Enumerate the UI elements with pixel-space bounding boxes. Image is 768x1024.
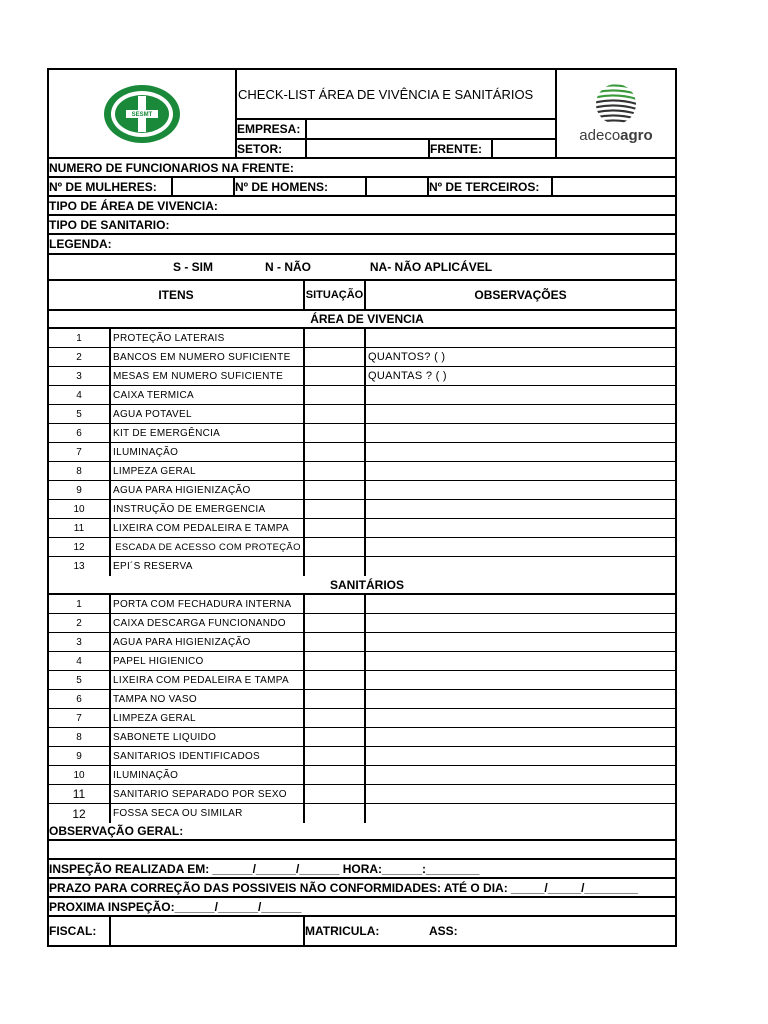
- table-header-row: [49, 281, 675, 311]
- item-label: ILUMINAÇÃO: [111, 443, 305, 461]
- item-number: 5: [49, 671, 111, 689]
- observacao-field[interactable]: [366, 557, 675, 576]
- observacao-geral-field[interactable]: [49, 841, 675, 860]
- sesmt-logo: [49, 70, 237, 157]
- item-label: AGUA PARA HIGIENIZAÇÃO: [111, 481, 305, 499]
- setor-row: [237, 140, 555, 157]
- prazo-row: [49, 879, 675, 898]
- item-number: 1: [49, 329, 111, 347]
- tipo-sanitario-label: TIPO DE SANITARIO:: [49, 217, 170, 232]
- item-label: CAIXA TERMICA: [111, 386, 305, 404]
- sanitarios-section-title-row: [49, 576, 675, 595]
- situacao-field[interactable]: [305, 804, 366, 823]
- observacao-geral-row: [49, 823, 675, 841]
- item-number: 10: [49, 500, 111, 518]
- sanitarios-item-row: [49, 785, 675, 804]
- item-label: INSTRUÇÃO DE EMERGENCIA: [111, 500, 305, 518]
- legend-nao: N - NÃO: [265, 260, 311, 274]
- situacao-field[interactable]: [305, 462, 366, 480]
- sanitarios-item-row: [49, 709, 675, 728]
- area-item-row: [49, 386, 675, 405]
- area-item-row: [49, 500, 675, 519]
- funcionarios-row: [49, 159, 675, 178]
- item-label: FOSSA SECA OU SIMILAR: [111, 804, 305, 823]
- sanitarios-section-title: SANITÁRIOS: [329, 577, 404, 592]
- observacao-field[interactable]: [366, 386, 675, 404]
- situacao-field[interactable]: [305, 443, 366, 461]
- area-item-row: [49, 329, 675, 348]
- sanitarios-item-row: [49, 595, 675, 614]
- item-label: LIXEIRA COM PEDALEIRA E TAMPA: [111, 671, 305, 689]
- item-number: 6: [49, 424, 111, 442]
- area-item-row: [49, 557, 675, 576]
- sanitarios-item-row: [49, 633, 675, 652]
- item-number: 11: [49, 519, 111, 537]
- area-section-title: ÁREA DE VIVENCIA: [310, 312, 424, 326]
- observacao-field[interactable]: [366, 747, 675, 765]
- situacao-field[interactable]: [305, 557, 366, 576]
- area-item-row: [49, 348, 675, 367]
- situacao-field[interactable]: [305, 785, 366, 803]
- prazo-label: PRAZO PARA CORREÇÃO DAS POSSIVEIS NÃO CONFORMIDADES: ATÉ O DIA: _____/_____/________: [49, 880, 638, 895]
- sanitarios-items-list: [49, 595, 675, 823]
- item-label: LIMPEZA GERAL: [111, 709, 305, 727]
- item-number: 3: [49, 633, 111, 651]
- contagem-row: [49, 178, 675, 197]
- area-section-title-row: [49, 311, 675, 329]
- tipo-area-row: [49, 197, 675, 216]
- situacao-field[interactable]: [305, 709, 366, 727]
- sanitarios-item-row: [49, 747, 675, 766]
- item-number: 9: [49, 747, 111, 765]
- item-label: PORTA COM FECHADURA INTERNA: [111, 595, 305, 613]
- item-label: ESCADA DE ACESSO COM PROTEÇÃO: [111, 538, 305, 556]
- item-label: KIT DE EMERGÊNCIA: [111, 424, 305, 442]
- form-header: [49, 70, 675, 159]
- svg-text:SESMT: SESMT: [131, 111, 153, 118]
- item-number: 8: [49, 728, 111, 746]
- area-item-row: [49, 462, 675, 481]
- situacao-field[interactable]: [305, 500, 366, 518]
- proxima-row: [49, 898, 675, 917]
- homens-label: Nº DE HOMENS:: [235, 178, 367, 195]
- item-number: 4: [49, 386, 111, 404]
- observacao-field[interactable]: [366, 405, 675, 423]
- checklist-form: [47, 68, 677, 947]
- situacao-field[interactable]: [305, 652, 366, 670]
- terceiros-field[interactable]: [553, 178, 675, 195]
- item-label: SABONETE LIQUIDO: [111, 728, 305, 746]
- area-item-row: [49, 443, 675, 462]
- setor-label: SETOR:: [237, 140, 307, 157]
- observacao-field[interactable]: [366, 595, 675, 613]
- area-items-list: [49, 329, 675, 576]
- sanitarios-item-row: [49, 804, 675, 823]
- sesmt-seal-icon: [102, 83, 182, 145]
- legenda-row: [49, 235, 675, 255]
- item-label: SANITARIOS IDENTIFICADOS: [111, 747, 305, 765]
- itens-header: ITENS: [49, 281, 305, 309]
- fiscal-label: FISCAL:: [49, 917, 111, 945]
- tipo-sanitario-row: [49, 216, 675, 235]
- situacao-field[interactable]: [305, 367, 366, 385]
- situacao-field[interactable]: [305, 690, 366, 708]
- legend-values-row: [49, 255, 675, 281]
- empresa-row: [237, 120, 555, 140]
- mulheres-label: Nº DE MULHERES:: [49, 178, 173, 195]
- adecoagro-logo: [557, 70, 675, 157]
- item-label: LIXEIRA COM PEDALEIRA E TAMPA: [111, 519, 305, 537]
- item-label: LIMPEZA GERAL: [111, 462, 305, 480]
- tipo-area-label: TIPO DE ÁREA DE VIVENCIA:: [49, 198, 218, 213]
- observacao-field[interactable]: [366, 709, 675, 727]
- sanitarios-item-row: [49, 766, 675, 785]
- situacao-field[interactable]: [305, 728, 366, 746]
- observacao-field[interactable]: [366, 424, 675, 442]
- observacao-field[interactable]: [366, 329, 675, 347]
- item-label: AGUA POTAVEL: [111, 405, 305, 423]
- observacao-field[interactable]: [366, 671, 675, 689]
- page-title: CHECK-LIST ÁREA DE VIVÊNCIA E SANITÁRIOS: [237, 70, 555, 120]
- observacao-field[interactable]: [366, 500, 675, 518]
- observacoes-header: OBSERVAÇÕES: [474, 288, 567, 302]
- item-number: 1: [49, 595, 111, 613]
- item-number: 4: [49, 652, 111, 670]
- item-label: ILUMINAÇÃO: [111, 766, 305, 784]
- situacao-field[interactable]: [305, 405, 366, 423]
- item-label: TAMPA NO VASO: [111, 690, 305, 708]
- header-middle: [237, 70, 557, 157]
- situacao-field[interactable]: [305, 329, 366, 347]
- item-number: 6: [49, 690, 111, 708]
- homens-field[interactable]: [367, 178, 429, 195]
- numero-funcionarios-label: NUMERO DE FUNCIONARIOS NA FRENTE:: [49, 160, 294, 175]
- legenda-label: LEGENDA:: [49, 237, 112, 251]
- observacao-field[interactable]: [366, 462, 675, 480]
- situacao-field[interactable]: [305, 766, 366, 784]
- observacao-field[interactable]: [366, 728, 675, 746]
- item-label: PAPEL HIGIENICO: [111, 652, 305, 670]
- frente-label: FRENTE:: [430, 140, 493, 157]
- item-number: 7: [49, 709, 111, 727]
- legend-sim: S - SIM: [172, 260, 213, 274]
- adecoagro-globe-icon: [589, 83, 643, 125]
- item-label: PROTEÇÃO LATERAIS: [111, 329, 305, 347]
- item-label: EPI´S RESERVA: [111, 557, 305, 576]
- item-number: 3: [49, 367, 111, 385]
- item-number: 12: [49, 538, 111, 556]
- terceiros-label: Nº DE TERCEIROS:: [429, 178, 553, 195]
- item-label: CAIXA DESCARGA FUNCIONANDO: [111, 614, 305, 632]
- proxima-label: PROXIMA INSPEÇÃO:______/______/______: [49, 899, 302, 914]
- legend-na: NA- NÃO APLICÁVEL: [369, 260, 493, 274]
- fiscal-row: [49, 917, 675, 945]
- situacao-field[interactable]: [305, 481, 366, 499]
- setor-field[interactable]: [307, 140, 430, 157]
- sanitarios-item-row: [49, 728, 675, 747]
- sanitarios-item-row: [49, 690, 675, 709]
- fiscal-field[interactable]: [111, 917, 305, 945]
- situacao-field[interactable]: [305, 519, 366, 537]
- observacao-field[interactable]: [366, 481, 675, 499]
- area-item-row: [49, 519, 675, 538]
- situacao-field[interactable]: [305, 348, 366, 366]
- item-number: 2: [49, 348, 111, 366]
- observacao-field[interactable]: QUANTAS ? ( ): [368, 370, 447, 382]
- area-item-row: [49, 405, 675, 424]
- ass-label: ASS:: [429, 924, 458, 938]
- situacao-field[interactable]: [305, 538, 366, 556]
- observacao-field[interactable]: [366, 785, 675, 803]
- item-number: 2: [49, 614, 111, 632]
- adecoagro-wordmark: adecoagro: [579, 127, 653, 144]
- observacao-field[interactable]: [366, 443, 675, 461]
- observacao-geral-label: OBSERVAÇÃO GERAL:: [49, 824, 184, 838]
- sanitarios-item-row: [49, 652, 675, 671]
- item-label: AGUA PARA HIGIENIZAÇÃO: [111, 633, 305, 651]
- area-item-row: [49, 367, 675, 386]
- matricula-label: MATRICULA:: [305, 924, 380, 938]
- situacao-field[interactable]: [305, 747, 366, 765]
- item-number: 7: [49, 443, 111, 461]
- item-number: 5: [49, 405, 111, 423]
- observacao-field[interactable]: [366, 652, 675, 670]
- item-number: 13: [49, 557, 111, 576]
- area-item-row: [49, 481, 675, 500]
- observacao-field[interactable]: [366, 690, 675, 708]
- item-number: 12: [49, 804, 111, 823]
- observacao-field[interactable]: [366, 633, 675, 651]
- observacao-field[interactable]: [366, 538, 675, 556]
- situacao-field[interactable]: [305, 671, 366, 689]
- item-number: 9: [49, 481, 111, 499]
- observacao-field[interactable]: [366, 614, 675, 632]
- item-number: 8: [49, 462, 111, 480]
- situacao-field[interactable]: [305, 424, 366, 442]
- item-label: SANITARIO SEPARADO POR SEXO: [111, 785, 305, 803]
- area-item-row: [49, 424, 675, 443]
- inspecao-row: [49, 860, 675, 879]
- situacao-field[interactable]: [305, 633, 366, 651]
- frente-field[interactable]: [493, 140, 555, 157]
- empresa-label: EMPRESA:: [237, 120, 307, 138]
- sanitarios-item-row: [49, 614, 675, 633]
- empresa-field[interactable]: [307, 120, 555, 138]
- observacao-field[interactable]: [366, 766, 675, 784]
- mulheres-field[interactable]: [173, 178, 235, 195]
- area-item-row: [49, 538, 675, 557]
- observacao-field[interactable]: QUANTOS? ( ): [368, 351, 446, 363]
- situacao-header: SITUAÇÃO: [305, 281, 366, 309]
- sanitarios-item-row: [49, 671, 675, 690]
- observacao-field[interactable]: [366, 519, 675, 537]
- situacao-field[interactable]: [305, 614, 366, 632]
- item-label: MESAS EM NUMERO SUFICIENTE: [111, 367, 305, 385]
- item-label: BANCOS EM NUMERO SUFICIENTE: [111, 348, 305, 366]
- situacao-field[interactable]: [305, 595, 366, 613]
- inspecao-label: INSPEÇÃO REALIZADA EM: ______/______/______ HORA:______:________: [49, 861, 480, 876]
- observacao-field[interactable]: [366, 804, 675, 823]
- item-number: 11: [49, 785, 111, 803]
- situacao-field[interactable]: [305, 386, 366, 404]
- item-number: 10: [49, 766, 111, 784]
